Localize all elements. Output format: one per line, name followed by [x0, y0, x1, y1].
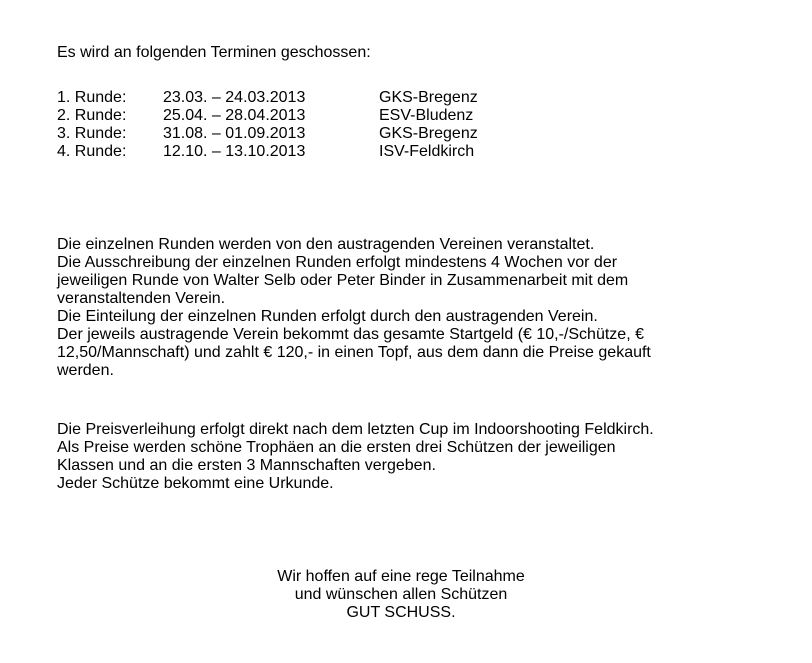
text-line: Als Preise werden schöne Trophäen an die ersten drei Schützen der jeweiligen: [57, 439, 616, 456]
text-line: werden.: [57, 362, 114, 379]
round-dates: 31.08. – 01.09.2013: [163, 125, 306, 142]
round-label: 4. Runde:: [57, 143, 127, 160]
text-line: Die einzelnen Runden werden von den austragenden Vereinen veranstaltet.: [57, 236, 595, 253]
schedule-row: [57, 89, 579, 107]
round-club: GKS-Bregenz: [379, 125, 478, 142]
schedule-row: [57, 143, 579, 161]
closing-line: Wir hoffen auf eine rege Teilnahme: [277, 568, 525, 585]
schedule-row: [57, 125, 579, 143]
round-label: 2. Runde:: [57, 107, 127, 124]
text-line: veranstaltenden Verein.: [57, 290, 226, 307]
round-dates: 25.04. – 28.04.2013: [163, 107, 306, 124]
organization-paragraph: [57, 236, 757, 380]
round-dates: 23.03. – 24.03.2013: [163, 89, 306, 106]
round-club: ESV-Bludenz: [379, 107, 474, 124]
round-club: GKS-Bregenz: [379, 89, 478, 106]
round-label: 1. Runde:: [57, 89, 127, 106]
awards-paragraph: [57, 421, 757, 493]
text-line: jeweiligen Runde von Walter Selb oder Peter Binder in Zusammenarbeit mit dem: [57, 272, 629, 289]
text-line: Der jeweils austragende Verein bekommt das gesamte Startgeld (€ 10,-/Schütze, €: [57, 326, 644, 343]
closing-line: und wünschen allen Schützen: [294, 586, 508, 603]
schedule-table: [57, 89, 579, 161]
round-club: ISV-Feldkirch: [379, 143, 475, 160]
closing-greeting: [0, 568, 802, 622]
round-label: 3. Runde:: [57, 125, 127, 142]
text-line: Klassen und an die ersten 3 Mannschaften vergeben.: [57, 457, 436, 474]
text-line: Jeder Schütze bekommt eine Urkunde.: [57, 475, 334, 492]
text-line: Die Ausschreibung der einzelnen Runden erfolgt mindestens 4 Wochen vor der: [57, 254, 618, 271]
intro-text: Es wird an folgenden Terminen geschossen:: [57, 44, 371, 61]
text-line: 12,50/Mannschaft) und zahlt € 120,- in einen Topf, aus dem dann die Preise gekauft: [57, 344, 651, 361]
closing-line: GUT SCHUSS.: [346, 604, 456, 621]
text-line: Die Einteilung der einzelnen Runden erfolgt durch den austragenden Verein.: [57, 308, 598, 325]
text-line: Die Preisverleihung erfolgt direkt nach dem letzten Cup im Indoorshooting Feldkirch.: [57, 421, 654, 438]
round-dates: 12.10. – 13.10.2013: [163, 143, 306, 160]
schedule-row: [57, 107, 579, 125]
